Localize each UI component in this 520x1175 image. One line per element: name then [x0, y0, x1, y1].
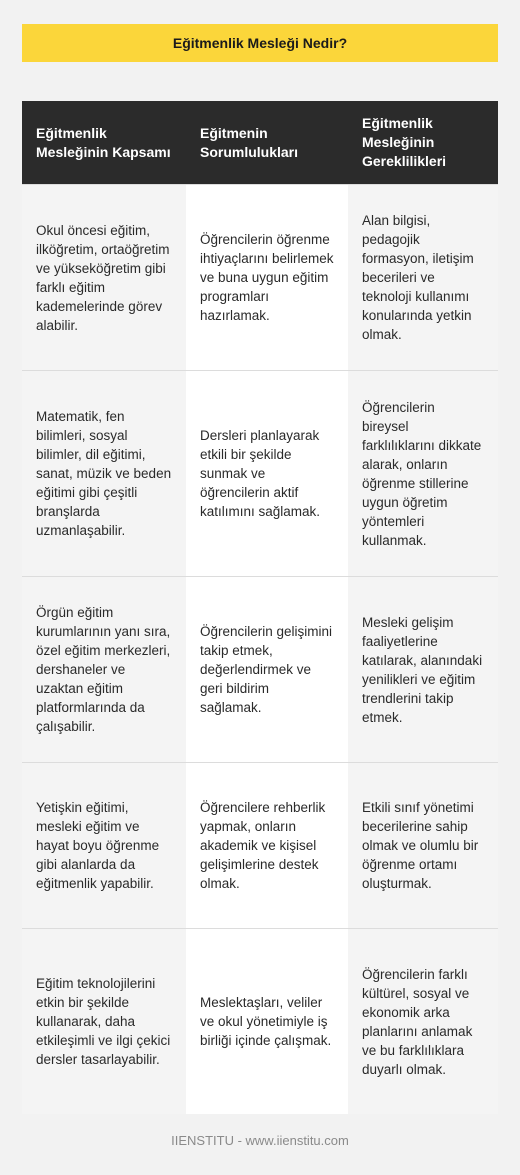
table-cell: Öğrencilerin bireysel farklılıklarını dikkate alarak, onların öğrenme stillerine uygun öğretim yöntemleri kullanmak. [348, 371, 498, 577]
table-cell: Dersleri planlayarak etkili bir şekilde sunmak ve öğrencilerin aktif katılımını sağlamak. [186, 371, 348, 577]
comparison-table [22, 101, 498, 1114]
table-cell: Yetişkin eğitimi, mesleki eğitim ve hayat boyu öğrenme gibi alanlarda da eğitmenlik yapabilir. [22, 763, 186, 929]
table-cell: Öğrencilerin öğrenme ihtiyaçlarını belirlemek ve buna uygun eğitim programları hazırlamak. [186, 185, 348, 371]
table-header-row [22, 101, 498, 185]
table-cell: Eğitim teknolojilerini etkin bir şekilde kullanarak, daha etkileşimli ve ilgi çekici dersler tasarlayabilir. [22, 929, 186, 1115]
table-cell: Okul öncesi eğitim, ilköğretim, ortaöğretim ve yükseköğretim gibi farklı eğitim kademelerinde görev alabilir. [22, 185, 186, 371]
table-row [22, 929, 498, 1115]
title-banner [22, 24, 498, 62]
table-row [22, 185, 498, 371]
table-cell: Etkili sınıf yönetimi becerilerine sahip olmak ve olumlu bir öğrenme ortamı oluşturmak. [348, 763, 498, 929]
table-cell: Mesleki gelişim faaliyetlerine katılarak, alanındaki yenilikleri ve eğitim trendlerini takip etmek. [348, 577, 498, 763]
table-row [22, 577, 498, 763]
header-responsibilities: Eğitmenin Sorumlulukları [186, 101, 348, 185]
table-row [22, 763, 498, 929]
footer-credit: IIENSTITU - www.iienstitu.com [171, 1133, 349, 1148]
table-cell: Öğrencilere rehberlik yapmak, onların akademik ve kişisel gelişimlerine destek olmak. [186, 763, 348, 929]
header-scope: Eğitmenlik Mesleğinin Kapsamı [22, 101, 186, 185]
header-requirements: Eğitmenlik Mesleğinin Gereklilikleri [348, 101, 498, 185]
table-cell: Meslektaşları, veliler ve okul yönetimiyle iş birliği içinde çalışmak. [186, 929, 348, 1115]
table-cell: Örgün eğitim kurumlarının yanı sıra, özel eğitim merkezleri, dershaneler ve uzaktan eğitim platformlarında da çalışabilir. [22, 577, 186, 763]
table-row [22, 371, 498, 577]
table-container [22, 101, 498, 1114]
table-cell: Alan bilgisi, pedagojik formasyon, iletişim becerileri ve teknoloji kullanımı konularında yetkin olmak. [348, 185, 498, 371]
table-cell: Öğrencilerin gelişimini takip etmek, değerlendirmek ve geri bildirim sağlamak. [186, 577, 348, 763]
page-title: Eğitmenlik Mesleği Nedir? [172, 35, 348, 51]
table-cell: Matematik, fen bilimleri, sosyal bilimler, dil eğitimi, sanat, müzik ve beden eğitimi gibi çeşitli branşlarda uzmanlaşabilir. [22, 371, 186, 577]
table-cell: Öğrencilerin farklı kültürel, sosyal ve ekonomik arka planlarını anlamak ve bu farklılıklara duyarlı olmak. [348, 929, 498, 1115]
